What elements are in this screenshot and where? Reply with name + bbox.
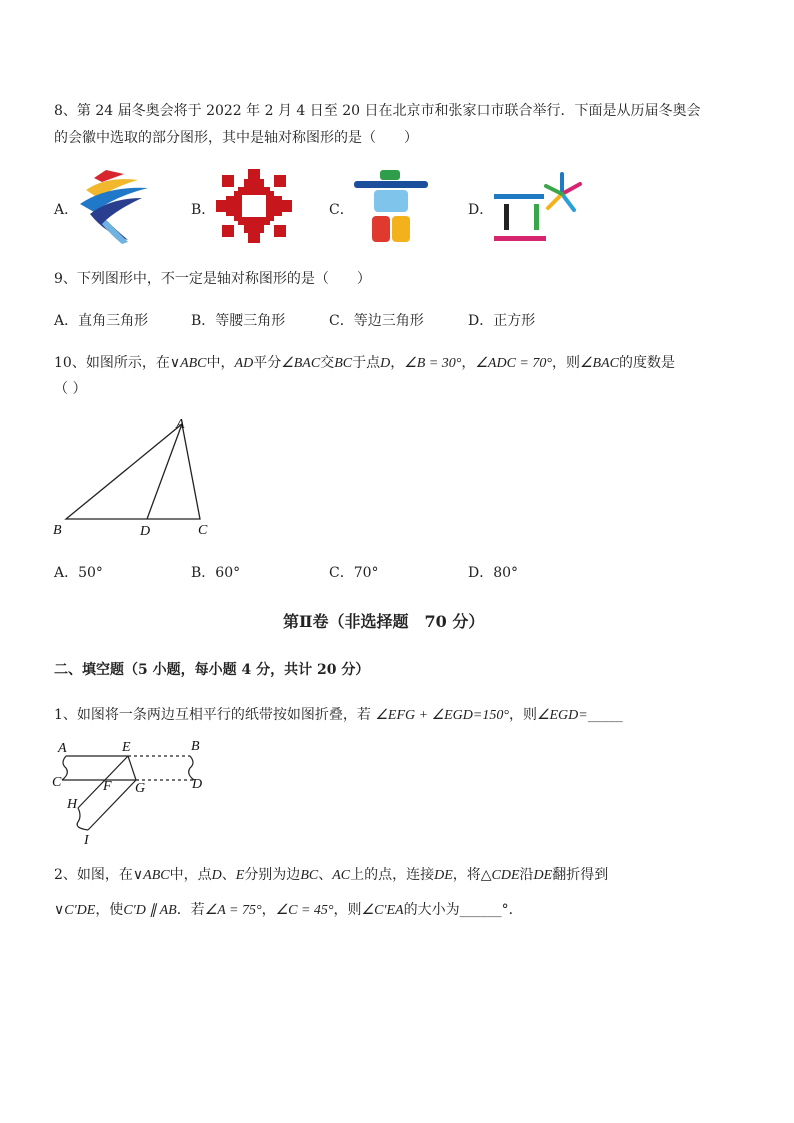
q8-option-a-label: A． xyxy=(54,202,79,218)
f1-stem: 1、如图将一条两边互相平行的纸带按如图折叠，若 ∠EFG + ∠EGD=150°，则∠EGD=_____ xyxy=(54,707,623,723)
q9-option-a: A．直角三角形 xyxy=(54,313,149,329)
q8-stem-line1: 8、第 24 届冬奥会将于 2022 年 2 月 4 日至 20 日在北京市和张家口市联合举行．下面是从历届冬奥会 xyxy=(54,103,701,119)
f2-stem-line1: 2、如图，在∨ABC中，点D、E分别为边BC、AC上的点，连接DE，将△CDE沿DE翻折得到 xyxy=(54,867,609,883)
q8-option-c-label: C． xyxy=(329,202,354,218)
q8-emblem-d xyxy=(490,170,586,244)
f1-paper-strip-figure xyxy=(48,736,218,848)
q10-stem: 10、如图所示，在∨ABC中，AD平分∠BAC交BC于点D，∠B = 30°，∠ADC = 70°，则∠BAC的度数是 xyxy=(54,355,675,371)
f1-label-f: F xyxy=(103,779,112,794)
part2-title: 第Ⅱ卷（非选择题 70 分） xyxy=(283,612,485,631)
q8-emblem-a xyxy=(76,168,154,246)
q10-label-d: D xyxy=(140,524,151,539)
q10-label-a: A xyxy=(176,417,185,432)
f1-label-d: D xyxy=(192,777,203,792)
q8-emblem-b xyxy=(214,167,294,245)
q9-stem: 9、下列图形中，不一定是轴对称图形的是（ ） xyxy=(54,271,371,287)
q10-option-a: A．50° xyxy=(54,565,103,581)
q9-option-c: C．等边三角形 xyxy=(329,313,424,329)
q9-option-b: B．等腰三角形 xyxy=(191,313,286,329)
q10-option-b: B．60° xyxy=(191,565,241,581)
q10-option-c: C．70° xyxy=(329,565,379,581)
q10-paren: （ ） xyxy=(54,381,87,397)
f2-stem-line2: ∨C′DE，使C′D ∥ AB．若∠A = 75°，∠C = 45°，则∠C′EA的大小为______°． xyxy=(54,902,523,918)
q10-option-d: D．80° xyxy=(468,565,519,581)
q9-option-d: D．正方形 xyxy=(468,313,536,329)
f1-label-b: B xyxy=(191,739,200,754)
q8-emblem-c xyxy=(352,168,432,246)
f1-label-h: H xyxy=(67,797,78,812)
q10-label-b: B xyxy=(53,523,62,538)
f1-label-i: I xyxy=(84,833,89,848)
f1-label-a: A xyxy=(58,741,67,756)
q10-label-c: C xyxy=(198,523,208,538)
f1-label-c: C xyxy=(52,775,62,790)
q8-option-d-label: D． xyxy=(468,202,494,218)
section-fill-blank: 二、填空题（5 小题，每小题 4 分，共计 20 分） xyxy=(54,662,370,678)
q8-stem-line2: 的会徽中选取的部分图形，其中是轴对称图形的是（ ） xyxy=(54,130,418,146)
q10-triangle-figure xyxy=(48,414,218,540)
f1-label-e: E xyxy=(122,740,131,755)
f1-label-g: G xyxy=(135,781,146,796)
q8-option-b-label: B． xyxy=(191,202,216,218)
